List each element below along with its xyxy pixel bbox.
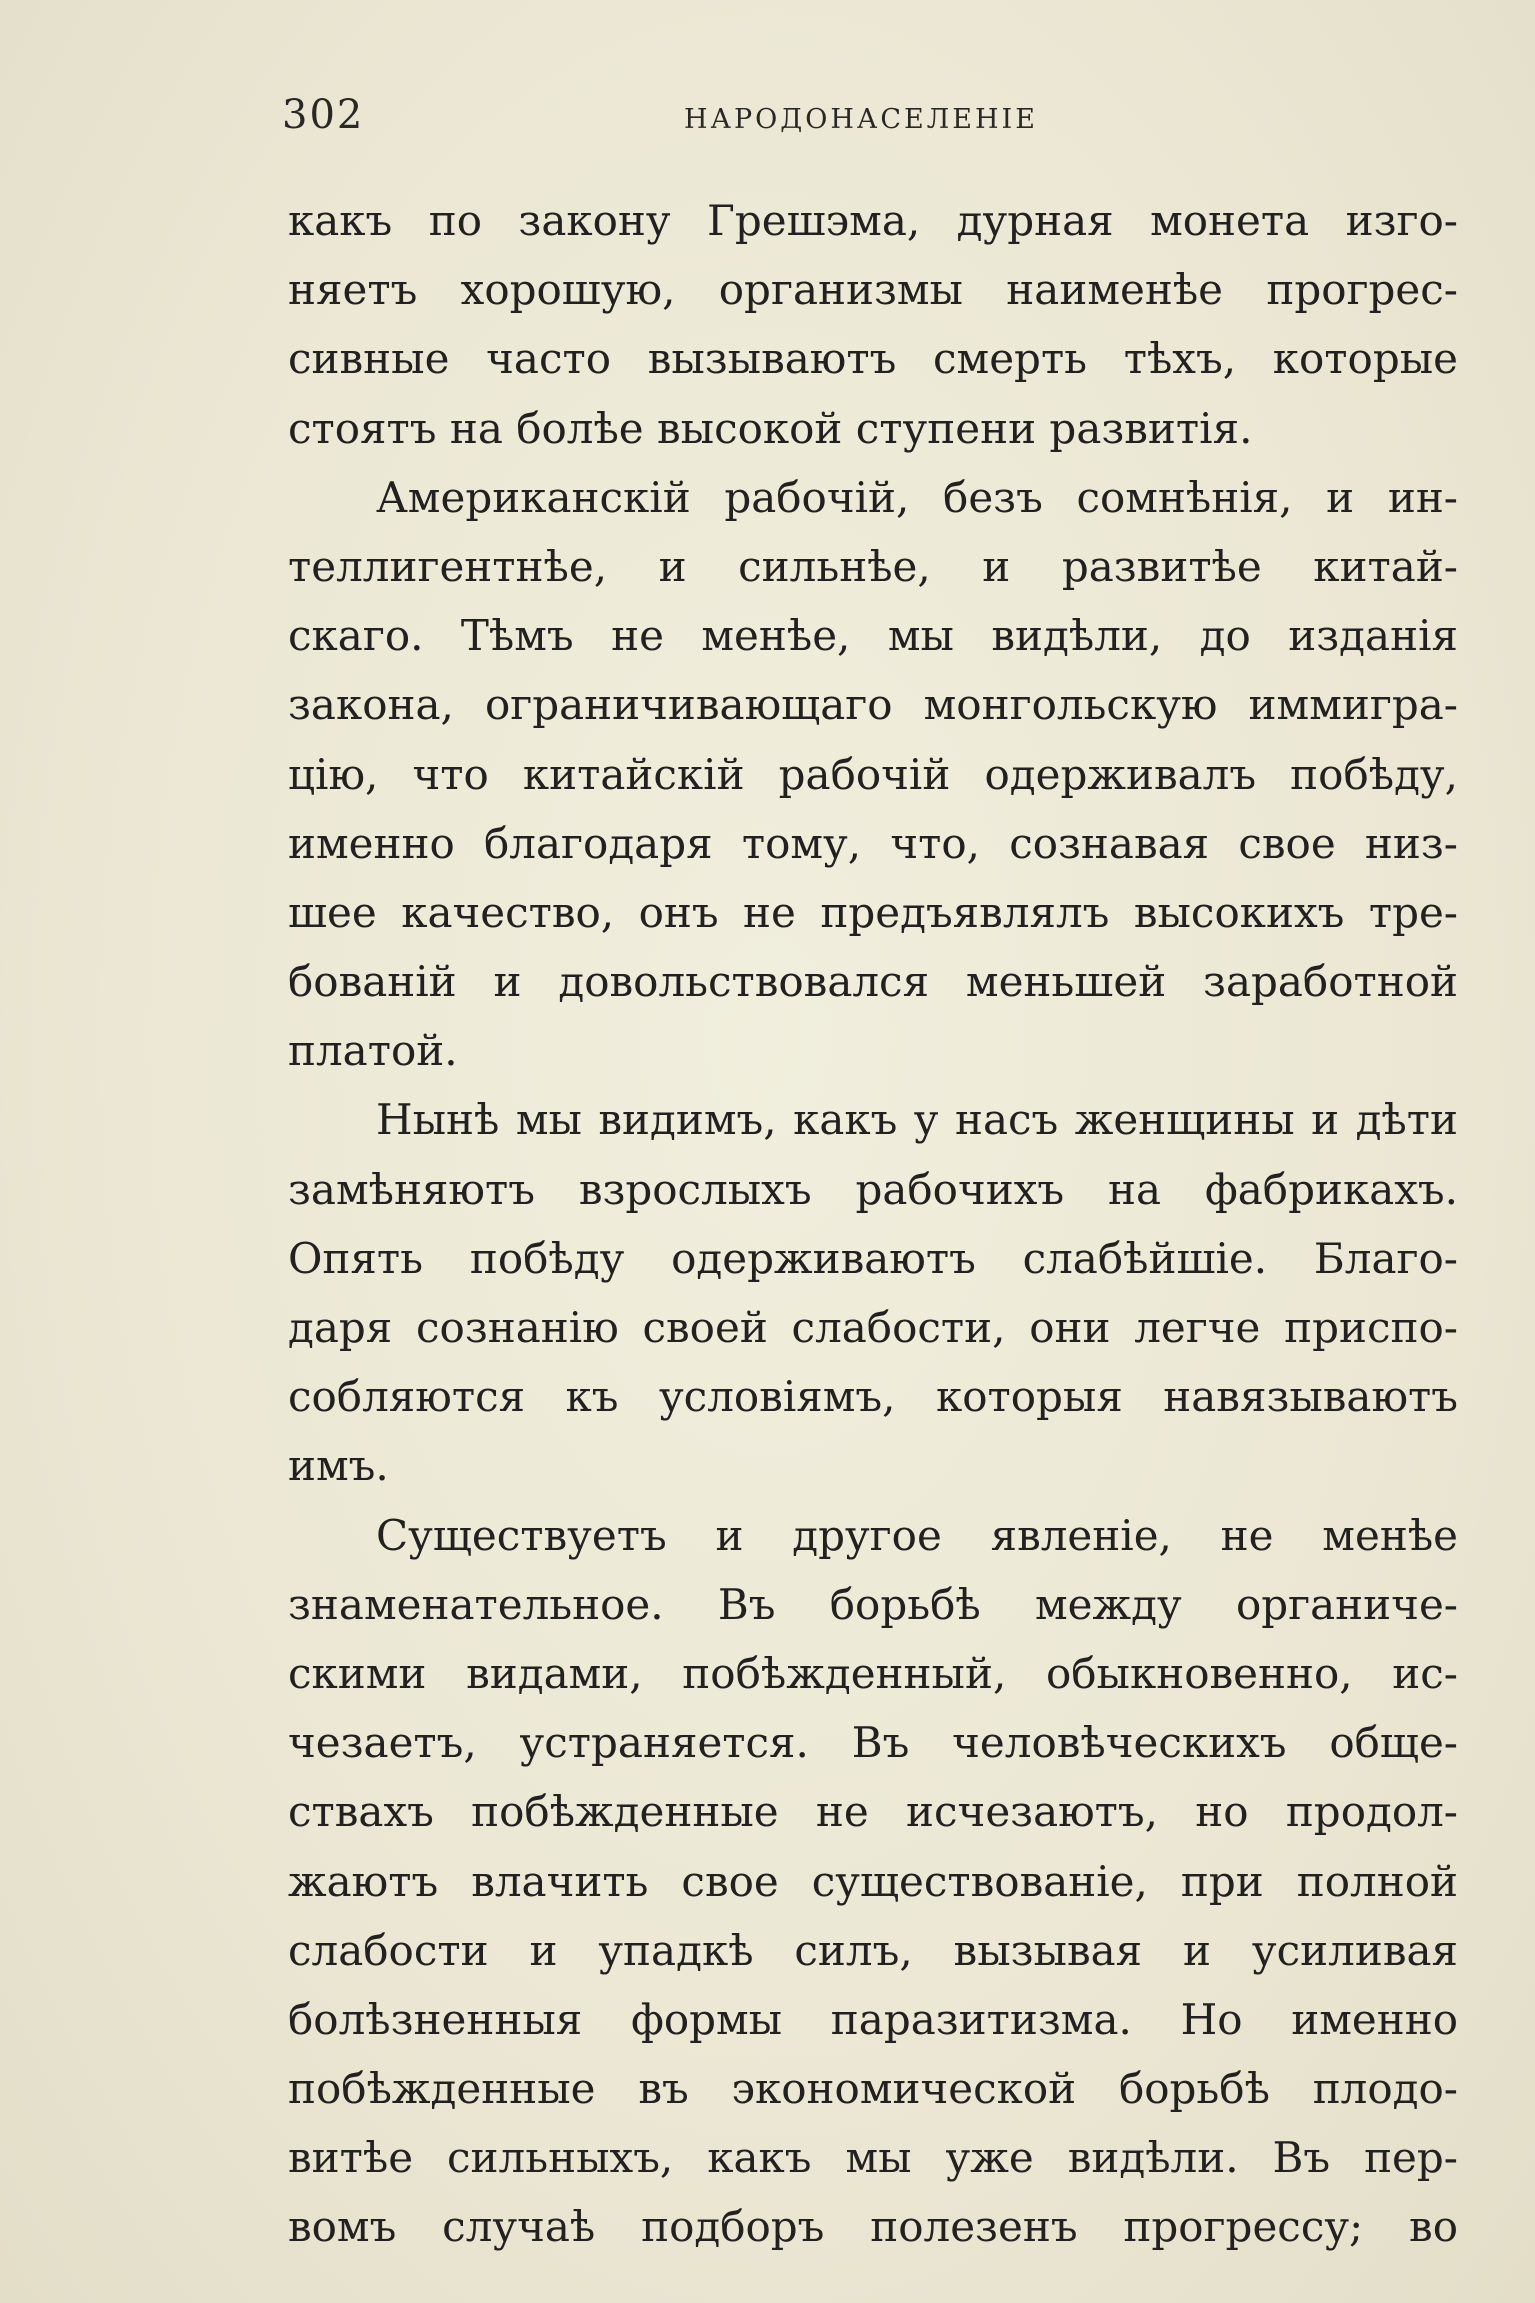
paragraph [288, 186, 1458, 463]
text-line: платой. [288, 1026, 458, 1076]
text-line: витѣе сильныхъ, какъ мы уже видѣли. Въ пер- [288, 2133, 1458, 2183]
text-line: чезаетъ, устраняется. Въ человѣческихъ обще- [288, 1718, 1458, 1768]
text-line: няетъ хорошую, организмы наименѣе прогрес- [288, 265, 1458, 315]
text-line: скаго. Тѣмъ не менѣе, мы видѣли, до изданія [288, 611, 1458, 661]
page-header [282, 92, 1452, 152]
text-line: Нынѣ мы видимъ, какъ у насъ женщины и дѣти [376, 1095, 1458, 1145]
text-line: стоятъ на болѣе высокой ступени развитія. [288, 403, 1253, 453]
text-line: именно благодаря тому, что, сознавая свое низ- [288, 818, 1458, 868]
text-line: слабости и упадкѣ силъ, вызывая и усиливая [288, 1925, 1458, 1975]
text-line: имъ. [288, 1441, 389, 1491]
text-line: теллигентнѣе, и сильнѣе, и развитѣе китай- [288, 541, 1458, 591]
text-line: собляются къ условіямъ, которыя навязываютъ [288, 1372, 1458, 1422]
text-line: знаменательное. Въ борьбѣ между органиче- [288, 1579, 1458, 1629]
text-line: шее качество, онъ не предъявлялъ высокихъ тре- [288, 887, 1458, 937]
text-line: какъ по закону Грешэма, дурная монета изго- [288, 196, 1458, 245]
body-text [288, 186, 1458, 2262]
paragraph [288, 463, 1458, 1086]
text-line: побѣжденные въ экономической борьбѣ плодо- [288, 2064, 1458, 2114]
paragraph [288, 1501, 1458, 2262]
text-line: цію, что китайскій рабочій одерживалъ побѣду, [288, 749, 1458, 799]
running-head: НАРОДОНАСЕЛЕНІЕ [684, 104, 1038, 135]
text-line: бованій и довольствовался меньшей заработной [288, 957, 1458, 1007]
text-line: замѣняютъ взрослыхъ рабочихъ на фабрикахъ. [288, 1164, 1458, 1214]
text-line: сивные часто вызываютъ смерть тѣхъ, которые [288, 334, 1458, 384]
text-line: Существуетъ и другое явленіе, не менѣе [376, 1510, 1458, 1560]
text-line: даря сознанію своей слабости, они легче приспо- [288, 1303, 1458, 1352]
paragraph [288, 1085, 1458, 1500]
text-line: Американскій рабочій, безъ сомнѣнія, и ин- [376, 472, 1458, 522]
text-line: жаютъ влачить свое существованіе, при полной [288, 1856, 1458, 1906]
text-line: скими видами, побѣжденный, обыкновенно, ис- [288, 1648, 1458, 1698]
text-line: Опять побѣду одерживаютъ слабѣйшіе. Благо- [288, 1233, 1458, 1283]
text-line: болѣзненныя формы паразитизма. Но именно [288, 1994, 1458, 2044]
text-line: закона, ограничивающаго монгольскую иммигра- [288, 680, 1458, 730]
text-line: ствахъ побѣжденные не исчезаютъ, но продол- [288, 1787, 1458, 1837]
page-number: 302 [282, 92, 365, 138]
text-line: вомъ случаѣ подборъ полезенъ прогрессу; во [288, 2202, 1458, 2252]
